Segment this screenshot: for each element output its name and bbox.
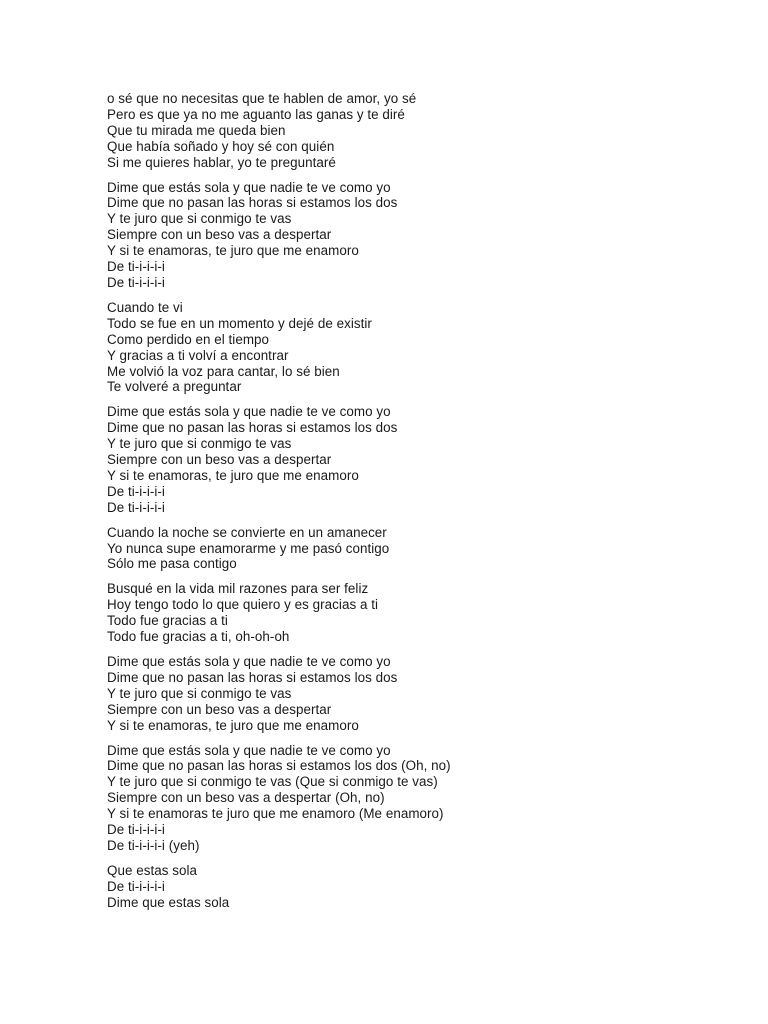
lyric-line: De ti-i-i-i-i (yeh) (107, 837, 200, 853)
lyric-line: Todo se fue en un momento y dejé de existir (107, 315, 372, 331)
lyric-line: De ti-i-i-i-i (107, 822, 165, 838)
lyric-line: Dime que estás sola y que nadie te ve como yo (107, 404, 391, 420)
lyric-line: Siempre con un beso vas a despertar (107, 227, 332, 243)
stanza (107, 180, 727, 291)
lyric-line: Cuando la noche se convierte en un amanecer (107, 524, 387, 540)
lyric-line: Que estas sola (107, 862, 198, 878)
stanza (107, 863, 727, 911)
lyric-line: Y te juro que si conmigo te vas (107, 436, 292, 452)
lyric-line: Dime que no pasan las horas si estamos los dos (107, 669, 398, 685)
lyric-line: Y te juro que si conmigo te vas (Que si conmigo te vas) (107, 774, 438, 790)
lyric-line: Dime que no pasan las horas si estamos los dos (107, 195, 398, 211)
lyric-line: Dime que estás sola y que nadie te ve como yo (107, 742, 391, 758)
stanza (107, 404, 727, 515)
stanza (107, 743, 727, 854)
lyric-line: Todo fue gracias a ti, oh-oh-oh (107, 629, 290, 645)
lyric-line: Hoy tengo todo lo que quiero y es gracias a ti (107, 597, 379, 613)
lyric-line: o sé que no necesitas que te hablen de amor, yo sé (107, 91, 417, 106)
lyric-line: De ti-i-i-i-i (107, 259, 165, 275)
lyric-line: Me volvió la voz para cantar, lo sé bien (107, 363, 340, 379)
lyrics-body (107, 91, 727, 920)
lyric-line: Siempre con un beso vas a despertar (Oh, no) (107, 790, 385, 806)
lyric-line: Yo nunca supe enamorarme y me pasó contigo (107, 540, 390, 556)
lyric-line: Busqué en la vida mil razones para ser feliz (107, 581, 369, 597)
lyric-line: De ti-i-i-i-i (107, 499, 165, 515)
lyric-line: Dime que no pasan las horas si estamos los dos (107, 420, 398, 436)
stanza (107, 654, 727, 734)
lyric-line: De ti-i-i-i-i (107, 878, 165, 894)
lyric-line: Y si te enamoras te juro que me enamoro (Me enamoro) (107, 806, 444, 822)
lyric-line: Dime que estás sola y que nadie te ve como yo (107, 654, 391, 669)
lyric-line: De ti-i-i-i-i (107, 274, 165, 290)
lyric-line: Y te juro que si conmigo te vas (107, 211, 292, 227)
stanza (107, 300, 727, 395)
lyric-line: Y te juro que si conmigo te vas (107, 685, 292, 701)
lyric-line: Como perdido en el tiempo (107, 331, 270, 347)
lyric-line: Cuando te vi (107, 299, 183, 315)
lyric-line: Pero es que ya no me aguanto las ganas y te diré (107, 106, 405, 122)
lyric-line: Siempre con un beso vas a despertar (107, 701, 332, 717)
stanza (107, 581, 727, 645)
lyric-line: Que había soñado y hoy sé con quién (107, 138, 335, 154)
lyric-line: Dime que no pasan las horas si estamos los dos (Oh, no) (107, 758, 451, 774)
lyric-line: Y si te enamoras, te juro que me enamoro (107, 243, 359, 259)
lyric-line: Te volveré a preguntar (107, 379, 242, 395)
lyric-line: Y si te enamoras, te juro que me enamoro (107, 717, 359, 733)
lyric-line: Dime que estás sola y que nadie te ve como yo (107, 179, 391, 195)
stanza (107, 525, 727, 573)
lyric-line: Si me quieres hablar, yo te preguntaré (107, 154, 336, 170)
lyric-line: Que tu mirada me queda bien (107, 122, 286, 138)
lyric-line: Y si te enamoras, te juro que me enamoro (107, 467, 359, 483)
lyric-line: De ti-i-i-i-i (107, 483, 165, 499)
lyric-line: Sólo me pasa contigo (107, 556, 237, 572)
lyric-line: Dime que estas sola (107, 894, 230, 910)
lyric-line: Y gracias a ti volví a encontrar (107, 347, 289, 363)
lyric-line: Todo fue gracias a ti (107, 613, 228, 629)
stanza (107, 91, 727, 171)
lyric-line: Siempre con un beso vas a despertar (107, 452, 332, 468)
